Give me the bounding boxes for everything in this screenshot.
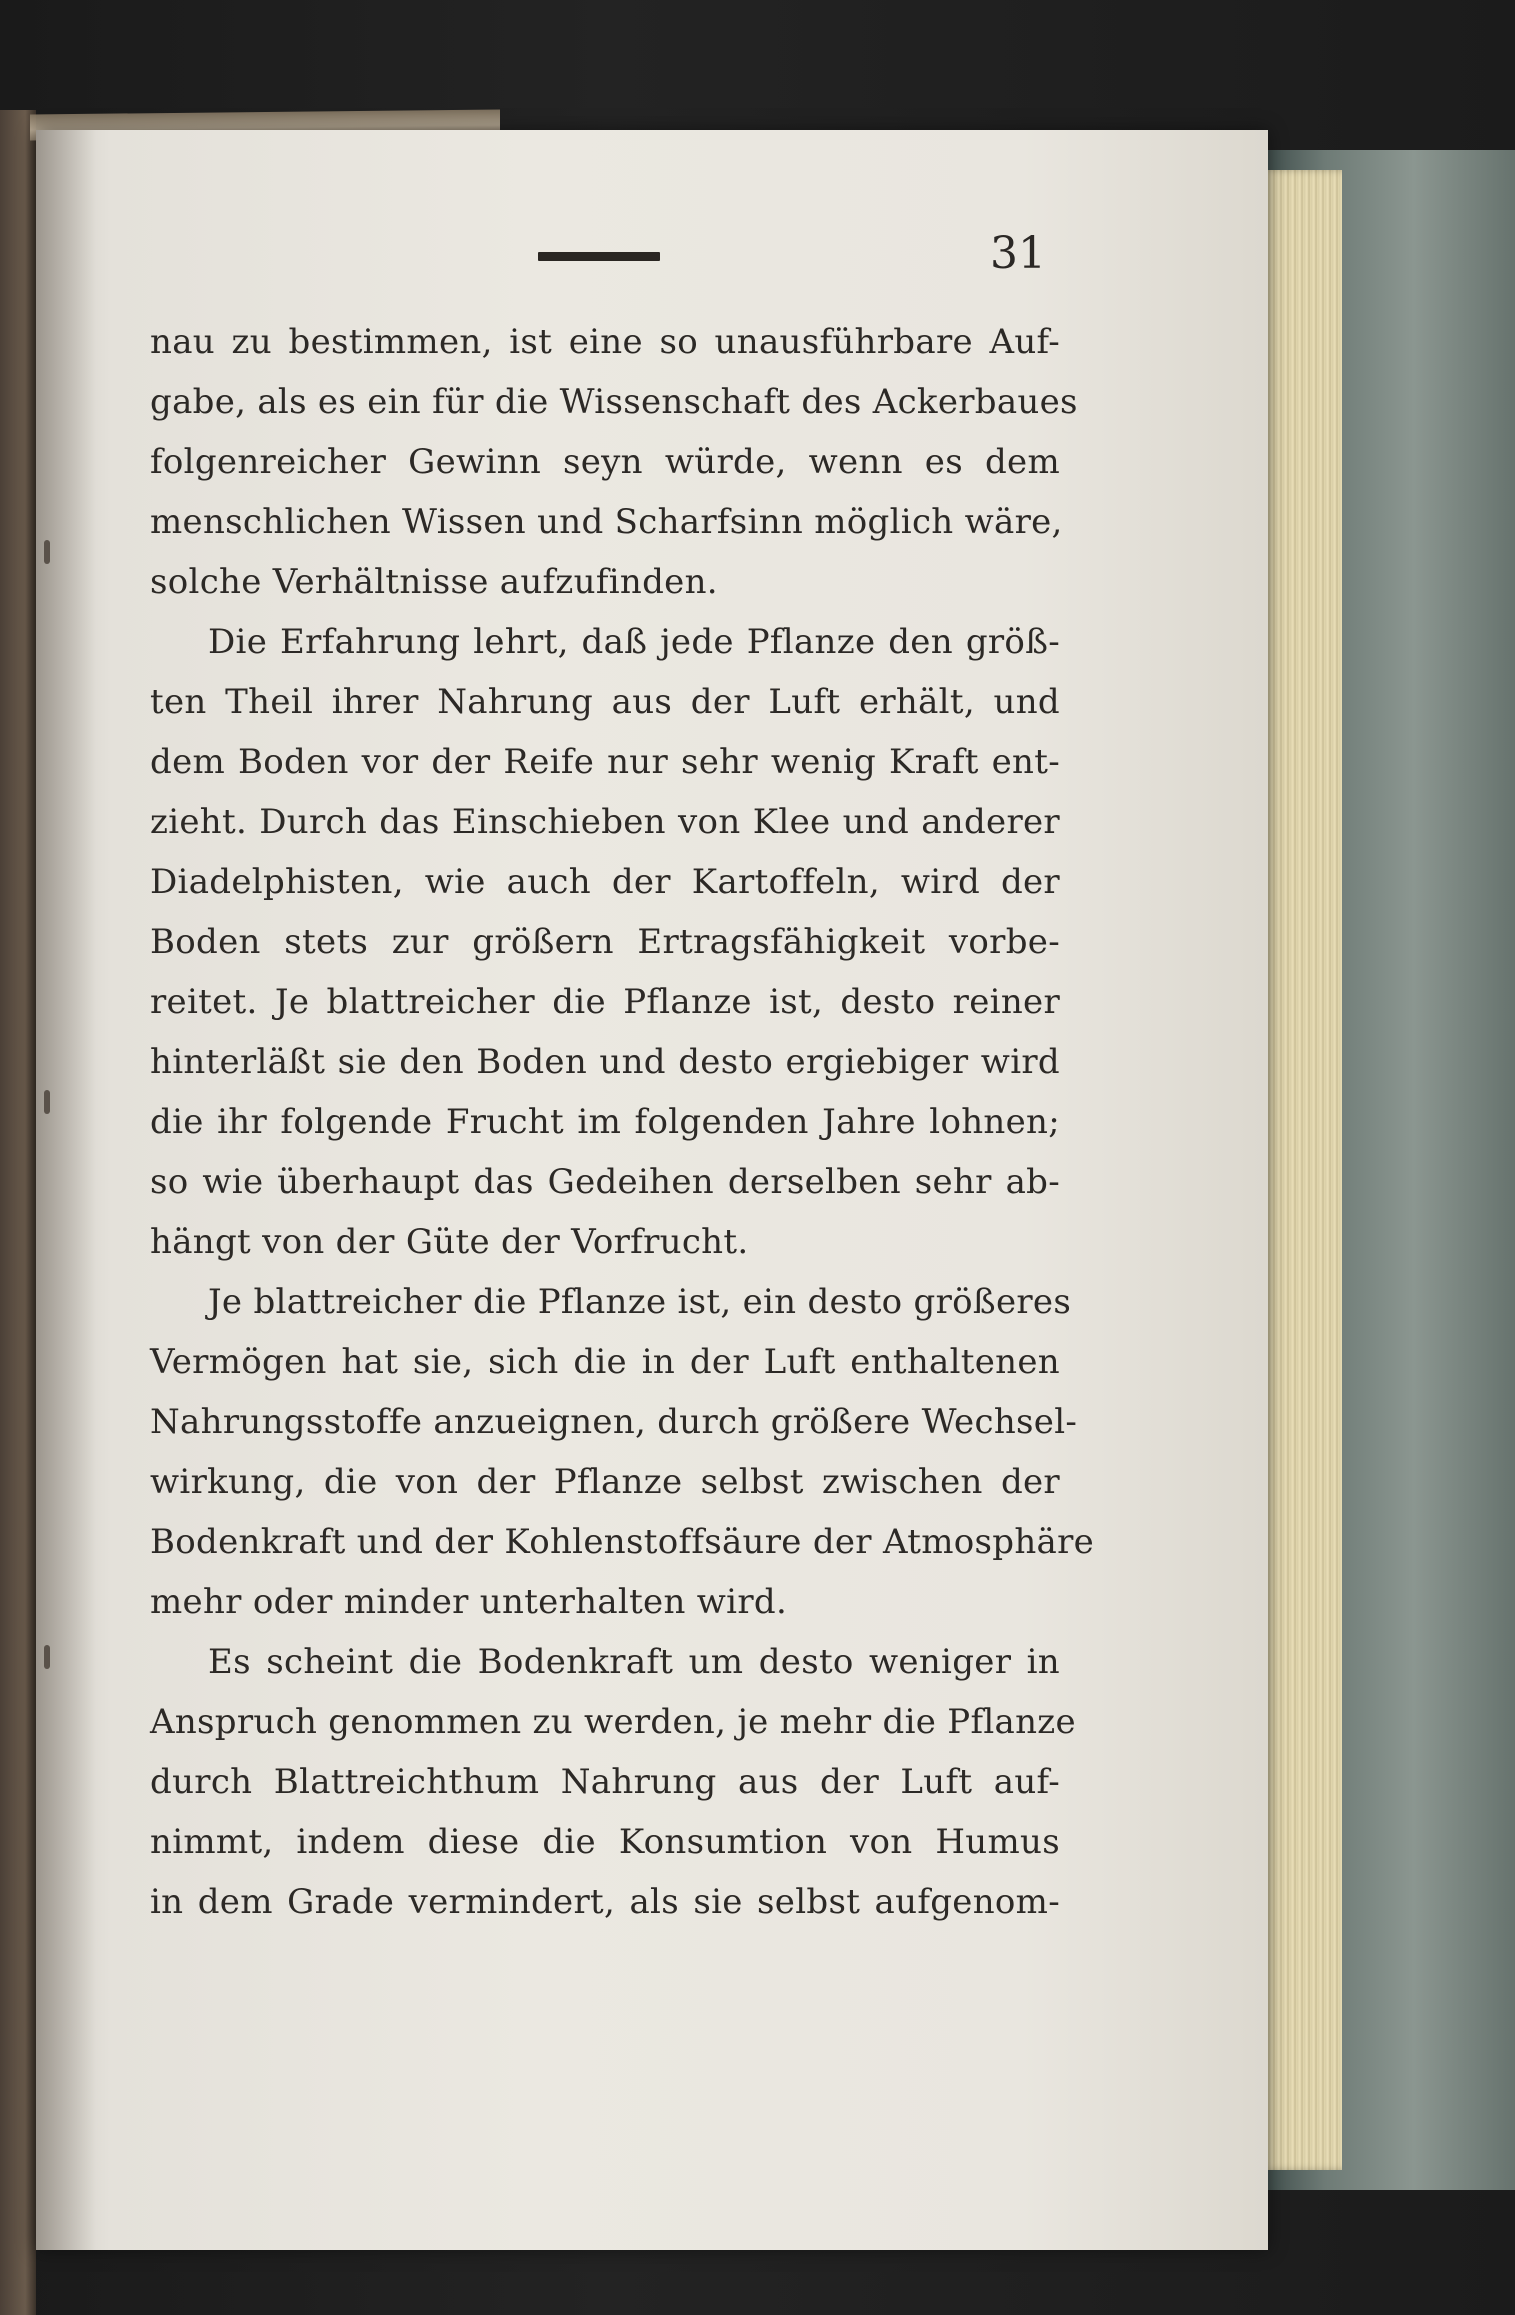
text-line: in dem Grade vermindert, als sie selbst aufgenom-: [150, 1882, 1060, 1922]
text-line: menschlichen Wissen und Scharfsinn möglich wäre,: [150, 502, 1063, 542]
text-line: Je blattreicher die Pflanze ist, ein desto größeres: [208, 1282, 1072, 1322]
text-line: Die Erfahrung lehrt, daß jede Pflanze den größ-: [208, 622, 1060, 662]
running-head-rule: [538, 252, 660, 261]
page-number: 31: [990, 228, 1046, 279]
text-line: hinterläßt sie den Boden und desto ergiebiger wird: [150, 1042, 1060, 1082]
text-line: Vermögen hat sie, sich die in der Luft enthaltenen: [150, 1342, 1060, 1382]
text-line: dem Boden vor der Reife nur sehr wenig Kraft ent-: [150, 742, 1060, 782]
page-edges: [1262, 170, 1342, 2170]
text-line: die ihr folgende Frucht im folgenden Jahre lohnen;: [150, 1102, 1060, 1142]
binding-thread-mark: [44, 1645, 50, 1669]
binding-thread-mark: [44, 1090, 50, 1114]
text-line: nimmt, indem diese die Konsumtion von Humus: [150, 1822, 1060, 1862]
binding-thread-mark: [44, 540, 50, 564]
text-line: Anspruch genommen zu werden, je mehr die Pflanze: [150, 1702, 1076, 1742]
book-cover-left: [0, 110, 36, 2315]
text-line: Nahrungsstoffe anzueignen, durch größere Wechsel-: [150, 1402, 1078, 1442]
text-line: so wie überhaupt das Gedeihen derselben sehr ab-: [150, 1162, 1060, 1202]
text-line: folgenreicher Gewinn seyn würde, wenn es dem: [150, 442, 1060, 482]
text-line: hängt von der Güte der Vorfrucht.: [150, 1222, 749, 1262]
text-line: wirkung, die von der Pflanze selbst zwischen der: [150, 1462, 1060, 1502]
text-line: gabe, als es ein für die Wissenschaft des Ackerbaues: [150, 382, 1078, 422]
text-line: mehr oder minder unterhalten wird.: [150, 1582, 788, 1622]
text-line: reitet. Je blattreicher die Pflanze ist, desto reiner: [150, 982, 1060, 1022]
gutter-shadow: [36, 130, 96, 2250]
text-line: nau zu bestimmen, ist eine so unausführbare Auf-: [150, 322, 1060, 362]
text-line: Bodenkraft und der Kohlenstoffsäure der Atmosphäre: [150, 1522, 1095, 1562]
text-line: ten Theil ihrer Nahrung aus der Luft erhält, und: [150, 682, 1060, 722]
text-line: Diadelphisten, wie auch der Kartoffeln, wird der: [150, 862, 1060, 902]
body-text: [150, 312, 1095, 1932]
text-line: Es scheint die Bodenkraft um desto weniger in: [208, 1642, 1060, 1682]
text-line: durch Blattreichthum Nahrung aus der Luft auf-: [150, 1762, 1060, 1802]
text-line: solche Verhältnisse aufzufinden.: [150, 562, 718, 602]
text-line: zieht. Durch das Einschieben von Klee und anderer: [150, 802, 1060, 842]
text-line: Boden stets zur größern Ertragsfähigkeit vorbe-: [150, 922, 1060, 962]
